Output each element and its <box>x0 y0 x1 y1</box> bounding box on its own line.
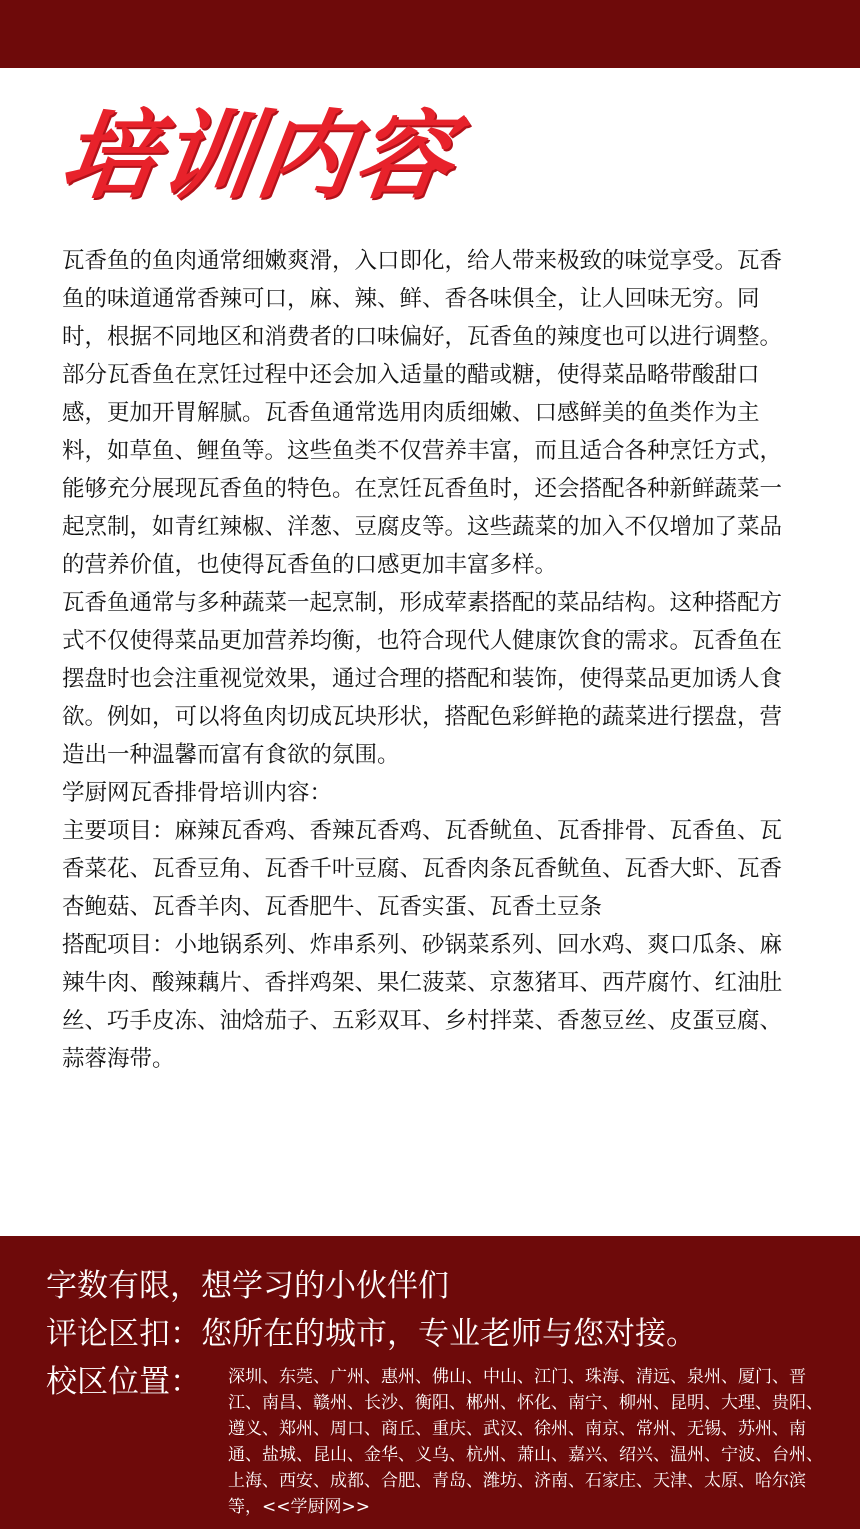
top-banner <box>0 0 860 68</box>
footer-line-comment: 评论区扣：您所在的城市，专业老师与您对接。 <box>46 1316 697 1352</box>
article-body <box>62 242 802 1078</box>
footer-line-invite: 字数有限，想学习的小伙伴们 <box>46 1268 449 1304</box>
page-title: 培训内容 <box>54 100 462 212</box>
campus-city-list: 深圳、东莞、广州、惠州、佛山、中山、江门、珠海、清远、泉州、厦门、晋江、南昌、赣州、长沙、衡阳、郴州、怀化、南宁、柳州、昆明、大理、贵阳、遵义、郑州、周口、商丘、重庆、武汉、徐州、南京、常州、无锡、苏州、南通、盐城、昆山、金华、义乌、杭州、萧山、嘉兴、绍兴、温州、宁波、台州、上海、西安、成都、合肥、青岛、潍坊、济南、石家庄、天津、太原、哈尔滨等，<<学厨网>> <box>228 1367 823 1517</box>
paragraph-pairing: 瓦香鱼通常与多种蔬菜一起烹制，形成荤素搭配的菜品结构。这种搭配方式不仅使得菜品更加营养均衡，也符合现代人健康饮食的需求。瓦香鱼在摆盘时也会注重视觉效果，通过合理的搭配和装饰，使得菜品更加诱人食欲。例如，可以将鱼肉切成瓦块形状，搭配色彩鲜艳的蔬菜进行摆盘，营造出一种温馨而富有食欲的氛围。 <box>62 590 783 768</box>
footer-banner <box>0 1236 860 1529</box>
footer-campus-label: 校区位置： <box>46 1364 201 1400</box>
paragraph-main-items: 主要项目：麻辣瓦香鸡、香辣瓦香鸡、瓦香鱿鱼、瓦香排骨、瓦香鱼、瓦香菜花、瓦香豆角、瓦香千叶豆腐、瓦香肉条瓦香鱿鱼、瓦香大虾、瓦香杏鲍菇、瓦香羊肉、瓦香肥牛、瓦香实蛋、瓦香土豆条 <box>62 818 783 920</box>
paragraph-fish-intro: 瓦香鱼的鱼肉通常细嫩爽滑，入口即化，给人带来极致的味觉享受。瓦香鱼的味道通常香辣可口，麻、辣、鲜、香各味俱全，让人回味无穷。同时，根据不同地区和消费者的口味偏好，瓦香鱼的辣度也可以进行调整。部分瓦香鱼在烹饪过程中还会加入适量的醋或糖，使得菜品略带酸甜口感，更加开胃解腻。瓦香鱼通常选用肉质细嫩、口感鲜美的鱼类作为主料，如草鱼、鲤鱼等。这些鱼类不仅营养丰富，而且适合各种烹饪方式，能够充分展现瓦香鱼的特色。在烹饪瓦香鱼时，还会搭配各种新鲜蔬菜一起烹制，如青红辣椒、洋葱、豆腐皮等。这些蔬菜的加入不仅增加了菜品的营养价值，也使得瓦香鱼的口感更加丰富多样。 <box>62 248 783 578</box>
paragraph-course-heading: 学厨网瓦香排骨培训内容： <box>62 780 333 806</box>
paragraph-side-items: 搭配项目：小地锅系列、炸串系列、砂锅菜系列、回水鸡、爽口瓜条、麻辣牛肉、酸辣藕片、香拌鸡架、果仁菠菜、京葱猪耳、西芹腐竹、红油肚丝、巧手皮冻、油焓茄子、五彩双耳、乡村拌菜、香葱豆丝、皮蛋豆腐、蒜蓉海带。 <box>62 932 783 1072</box>
